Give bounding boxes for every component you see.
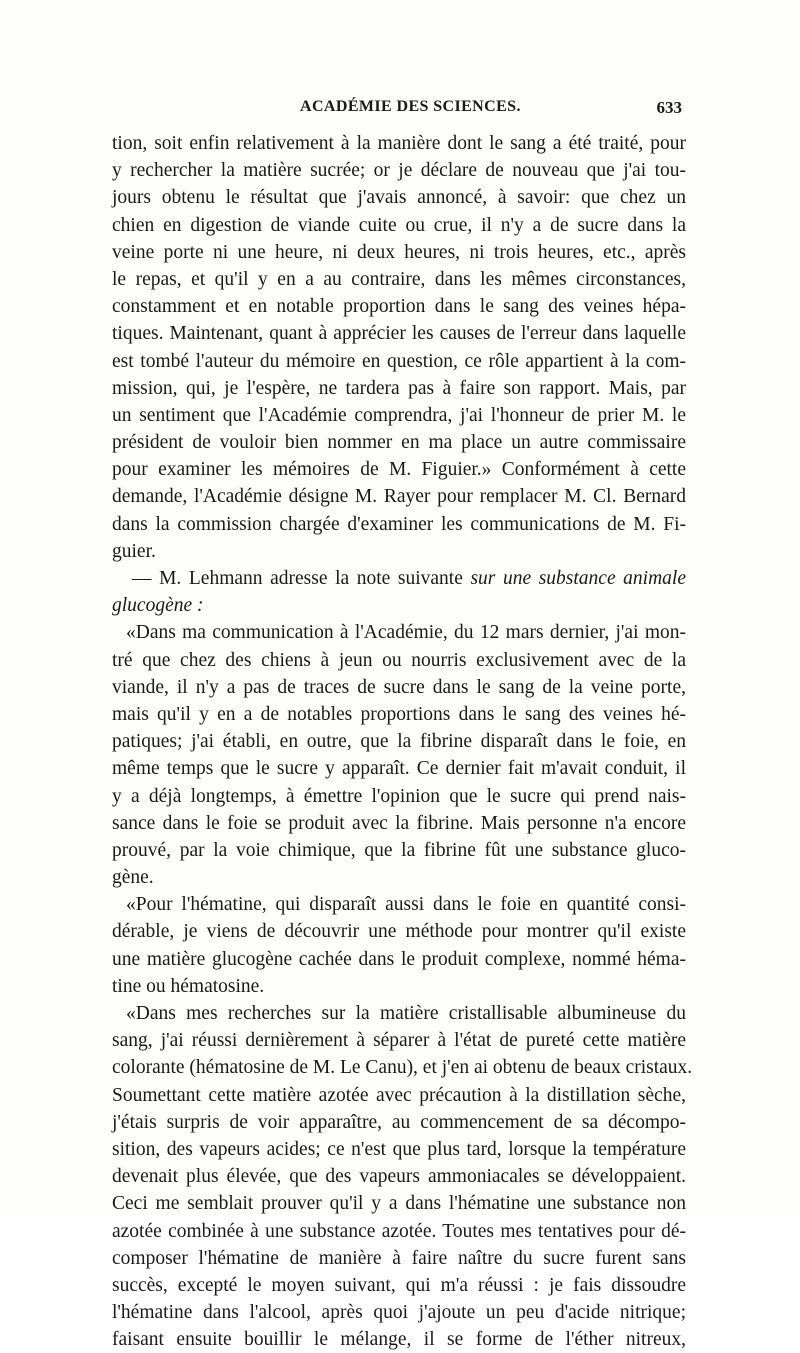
text-line: constamment et en notable proportion dans le sang des veines hépa- [112, 296, 686, 318]
text-line: Soumettant cette matière azotée avec précaution à la distillation sèche, [112, 1084, 686, 1106]
text-line: une matière glucogène cachée dans le produit complexe, nommé héma- [112, 948, 686, 970]
note-title-continued: glucogène : [112, 595, 204, 617]
text-line: sition, des vapeurs acides; ce n'est que plus tard, lorsque la température [112, 1138, 686, 1160]
text-line: prouvé, par la voie chimique, que la fibrine fût une substance gluco- [112, 839, 686, 861]
text-line: président de vouloir bien nommer en ma place un autre commissaire [112, 432, 686, 454]
text-line: y a déjà longtemps, à émettre l'opinion que le sucre qui prend nais- [112, 785, 686, 807]
body-text [112, 130, 693, 1353]
text-line: tine ou hématosine. [112, 975, 265, 997]
text-line: succès, excepté le moyen suivant, qui m'a réussi : je fais dissoudre [112, 1274, 686, 1296]
text-line: «Pour l'hématine, qui disparaît aussi dans le foie en quantité consi- [126, 894, 686, 916]
text-line: est tombé l'auteur du mémoire en question, ce rôle appartient à la com- [112, 350, 686, 372]
text-line: Ceci me semblait prouver qu'il y a dans l'hématine une substance non [112, 1193, 686, 1215]
text-line: devenait plus élevée, que des vapeurs ammoniacales se développaient. [112, 1166, 686, 1188]
text-line: faisant ensuite bouillir le mélange, il se forme de l'éther nitreux, [112, 1329, 686, 1351]
text-line: guier. [112, 540, 156, 562]
text-line: un sentiment que l'Académie comprendra, j'ai l'honneur de prier M. le [112, 404, 686, 426]
text-line: sang, j'ai réussi dernièrement à séparer à l'état de pureté cette matière [112, 1030, 686, 1052]
text-line: azotée combinée à une substance azotée. Toutes mes tentatives pour dé- [112, 1220, 686, 1242]
text-line: tion, soit enfin relativement à la manière dont le sang a été traité, pour [112, 133, 686, 154]
text-line: gène. [112, 867, 154, 889]
text-line: le repas, et qu'il y en a au contraire, dans les mêmes circonstances, [112, 268, 686, 290]
text-line: jours obtenu le résultat que j'avais annoncé, à savoir: que chez un [112, 187, 686, 209]
text-line: j'étais surpris de voir apparaître, au commencement de sa décompo- [112, 1111, 686, 1133]
text-line: chien en digestion de viande cuite ou crue, il n'y a de sucre dans la [112, 214, 686, 236]
text-line: demande, l'Académie désigne M. Rayer pour remplacer M. Cl. Bernard [112, 486, 686, 508]
text-line: tré que chez des chiens à jeun ou nourris exclusivement avec de la [112, 649, 686, 671]
text-line: pour examiner les mémoires de M. Figuier.» Conformément à cette [112, 459, 686, 481]
text-line: patiques; j'ai établi, en outre, que la fibrine disparaît dans le foie, en [112, 731, 686, 753]
text-line: tiques. Maintenant, quant à apprécier les causes de l'erreur dans laquelle [112, 323, 686, 345]
text-line: «Dans mes recherches sur la matière cristallisable albumineuse du [126, 1003, 686, 1024]
text-line: colorante (hématosine de M. Le Canu), et j'en ai obtenu de beaux cristaux. [112, 1057, 693, 1079]
text-line: viande, il n'y a pas de traces de sucre dans le sang de la veine porte, [112, 676, 686, 698]
text-line: «Dans ma communication à l'Académie, du 12 mars dernier, j'ai mon- [126, 622, 686, 644]
page-number: 633 [656, 98, 682, 117]
running-title: ACADÉMIE DES SCIENCES. [300, 98, 521, 115]
text-line: l'hématine dans l'alcool, après quoi j'ajoute un peu d'acide nitrique; [112, 1302, 686, 1324]
text-line: même temps que le sucre y apparaît. Ce dernier fait m'avait conduit, il [112, 758, 686, 780]
page-header [112, 96, 682, 126]
text-line: composer l'hématine de manière à faire naître du sucre furent sans [112, 1247, 686, 1269]
text-line: mais qu'il y en a de notables proportions dans le sang des veines hé- [112, 703, 686, 725]
lehmann-intro-line [112, 565, 686, 592]
text-line: mission, qui, je l'espère, ne tardera pas à faire son rapport. Mais, par [112, 377, 686, 399]
text-line: y rechercher la matière sucrée; or je déclare de nouveau que j'ai tou- [112, 160, 686, 182]
note-title: sur une substance animale [470, 568, 687, 589]
text-line: dans la commission chargée d'examiner les communications de M. Fi- [112, 513, 686, 535]
text-line: dérable, je viens de découvrir une méthode pour montrer qu'il existe [112, 921, 686, 943]
lehmann-intro-prefix: — M. Lehmann adresse la note suivante [132, 568, 463, 589]
text-line: sance dans le foie se produit avec la fibrine. Mais personne n'a encore [112, 812, 686, 834]
text-line: veine porte ni une heure, ni deux heures, ni trois heures, etc., après [112, 241, 686, 263]
